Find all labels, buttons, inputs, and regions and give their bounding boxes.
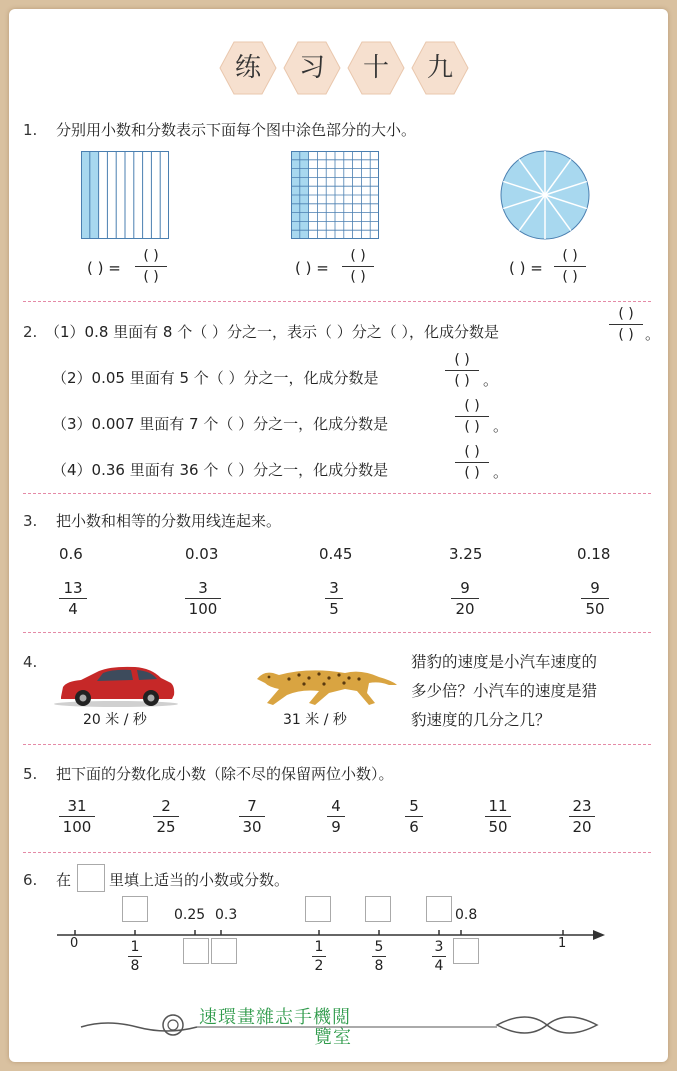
denominator-blank[interactable]: ( ) [464, 419, 480, 435]
denominator: 4 [434, 958, 444, 974]
denominator: 100 [188, 600, 218, 618]
car-speed: 20 米 / 秒 [83, 712, 147, 728]
q2-line-1: （1）0.8 里面有 8 个（ ）分之一，表示（ ）分之（ ），化成分数是 [45, 323, 500, 341]
label-03: 0.3 [215, 907, 238, 923]
q1-text: 分别用小数和分数表示下面每个图中涂色部分的大小。 [56, 121, 417, 139]
numerator-blank[interactable]: ( ) [454, 352, 470, 368]
q3-fraction [59, 579, 87, 618]
q1-figure-grid [291, 151, 381, 241]
numerator-blank[interactable]: ( ) [350, 248, 366, 264]
q3-fraction [185, 579, 221, 618]
denominator: 30 [242, 818, 262, 836]
equals-sign: = [530, 259, 543, 277]
q6-text-after: 里填上适当的小数或分数。 [109, 871, 290, 889]
number-line-fraction [128, 939, 142, 974]
numerator-blank[interactable]: ( ) [618, 306, 634, 322]
answer-box-below-3[interactable] [453, 938, 479, 964]
numerator: 5 [409, 797, 419, 815]
q5-fraction [327, 797, 345, 836]
denominator: 8 [130, 958, 140, 974]
numerator: 23 [572, 797, 592, 815]
denominator-blank[interactable]: ( ) [143, 269, 159, 285]
numerator: 1 [130, 939, 140, 955]
q5-fraction [569, 797, 595, 836]
denominator: 4 [68, 600, 78, 618]
title-char: 十 [362, 53, 389, 83]
denominator-blank[interactable]: ( ) [454, 373, 470, 389]
worksheet-page [9, 9, 668, 1062]
q1-figure-strips [81, 151, 171, 241]
q3-fraction [451, 579, 479, 618]
q1-number: 1. [23, 121, 38, 139]
number-line-one: 1 [558, 936, 567, 951]
q3-decimal: 3.25 [449, 545, 483, 563]
q6-number: 6. [23, 871, 38, 889]
q2-fraction-blank-2[interactable] [445, 351, 479, 390]
numerator: 11 [488, 797, 508, 815]
denominator: 9 [331, 818, 341, 836]
number-line-fraction [432, 939, 446, 974]
title-hex-2 [283, 39, 341, 97]
answer-box-below-2[interactable] [211, 938, 237, 964]
q2-fraction-blank-1[interactable] [609, 305, 643, 344]
q2-number: 2. [23, 323, 38, 341]
denominator: 50 [585, 600, 605, 618]
denominator: 20 [572, 818, 592, 836]
label-025: 0.25 [174, 907, 206, 923]
answer-box-above-1[interactable] [122, 896, 148, 922]
q2-fraction-blank-4[interactable] [455, 443, 489, 482]
q2-end-mark: 。 [645, 325, 661, 343]
title-char: 九 [426, 53, 453, 83]
blank-paren[interactable]: ( ) [509, 259, 526, 277]
equals-sign: = [316, 259, 329, 277]
section-divider [23, 301, 651, 302]
title-hex-4 [411, 39, 469, 97]
q4-number: 4. [23, 653, 38, 671]
q1-figure-circle [499, 149, 591, 241]
numerator: 9 [460, 579, 470, 597]
denominator-blank[interactable]: ( ) [464, 465, 480, 481]
q2-fraction-blank-3[interactable] [455, 397, 489, 436]
q2-line-4: （4）0.36 里面有 36 个（ ）分之一，化成分数是 [52, 461, 389, 479]
numerator: 2 [161, 797, 171, 815]
section-divider [23, 744, 651, 745]
equals-sign: = [108, 259, 121, 277]
numerator-blank[interactable]: ( ) [562, 248, 578, 264]
number-line-fraction [372, 939, 386, 974]
q3-fraction [325, 579, 343, 618]
q4-question-line: 多少倍？小汽车的速度是猎 [411, 682, 598, 700]
q3-fraction [581, 579, 609, 618]
q5-fraction [239, 797, 265, 836]
q3-decimal: 0.03 [185, 545, 219, 563]
q5-text: 把下面的分数化成小数（除不尽的保留两位小数）。 [56, 765, 394, 783]
q5-fraction [485, 797, 511, 836]
denominator: 20 [455, 600, 475, 618]
blank-paren[interactable]: ( ) [295, 259, 312, 277]
q5-number: 5. [23, 765, 38, 783]
q4-question-line: 猎豹的速度是小汽车速度的 [411, 653, 598, 671]
denominator: 50 [488, 818, 508, 836]
cheetah-speed: 31 米 / 秒 [283, 712, 347, 728]
numerator: 13 [63, 579, 83, 597]
q3-decimal: 0.6 [59, 545, 83, 563]
q3-decimal: 0.45 [319, 545, 353, 563]
q3-text: 把小数和相等的分数用线连起来。 [56, 512, 282, 530]
denominator: 100 [62, 818, 92, 836]
answer-box-sample [77, 864, 105, 892]
q5-fraction [153, 797, 179, 836]
denominator: 25 [156, 818, 176, 836]
q1-blank-2[interactable] [295, 259, 329, 277]
q4-question-line: 豹速度的几分之几？ [411, 711, 551, 729]
watermark-line-1: 速環畫雜志手機閲 [199, 1007, 351, 1028]
answer-box-above-2[interactable] [305, 896, 331, 922]
q3-decimal: 0.18 [577, 545, 611, 563]
answer-box-above-3[interactable] [365, 896, 391, 922]
numerator: 31 [67, 797, 87, 815]
q1-fraction-blank-1[interactable] [135, 247, 167, 286]
denominator: 8 [374, 958, 384, 974]
numerator: 9 [590, 579, 600, 597]
page-title [219, 39, 469, 99]
q5-fraction [59, 797, 95, 836]
section-divider [23, 632, 651, 633]
q2-line-3: （3）0.007 里面有 7 个（ ）分之一，化成分数是 [52, 415, 389, 433]
q2-end-mark: 。 [493, 417, 509, 435]
cheetah-icon [249, 659, 399, 709]
q1-blank-1[interactable] [87, 259, 121, 277]
q5-fraction [405, 797, 423, 836]
numerator-blank[interactable]: ( ) [464, 398, 480, 414]
title-hex-3 [347, 39, 405, 97]
q1-fraction-blank-2[interactable] [342, 247, 374, 286]
answer-box-below-1[interactable] [183, 938, 209, 964]
denominator-blank[interactable]: ( ) [618, 327, 634, 343]
title-hex-1 [219, 39, 277, 97]
denominator: 5 [329, 600, 339, 618]
blank-paren[interactable]: ( ) [87, 259, 104, 277]
q1-blank-3[interactable] [509, 259, 543, 277]
q2-end-mark: 。 [493, 463, 509, 481]
numerator: 5 [374, 939, 384, 955]
numerator: 3 [329, 579, 339, 597]
denominator: 2 [314, 958, 324, 974]
denominator: 6 [409, 818, 419, 836]
numerator: 7 [247, 797, 257, 815]
answer-box-above-4[interactable] [426, 896, 452, 922]
q2-line-2: （2）0.05 里面有 5 个（ ）分之一，化成分数是 [52, 369, 379, 387]
q2-end-mark: 。 [483, 371, 499, 389]
number-line-fraction [312, 939, 326, 974]
q3-number: 3. [23, 512, 38, 530]
numerator: 3 [198, 579, 208, 597]
watermark-line-2: 覽室 [314, 1027, 352, 1048]
number-line-zero: 0 [70, 936, 79, 951]
title-char: 习 [298, 53, 325, 83]
denominator-blank[interactable]: ( ) [562, 269, 578, 285]
q1-fraction-blank-3[interactable] [554, 247, 586, 286]
numerator-blank[interactable]: ( ) [464, 444, 480, 460]
denominator-blank[interactable]: ( ) [350, 269, 366, 285]
label-08: 0.8 [455, 907, 478, 923]
numerator: 1 [314, 939, 324, 955]
numerator: 4 [331, 797, 341, 815]
section-divider [23, 852, 651, 853]
section-divider [23, 493, 651, 494]
car-icon [51, 661, 181, 709]
title-char: 练 [234, 53, 261, 83]
numerator: 3 [434, 939, 444, 955]
numerator-blank[interactable]: ( ) [143, 248, 159, 264]
q6-text-before: 在 [56, 871, 72, 889]
